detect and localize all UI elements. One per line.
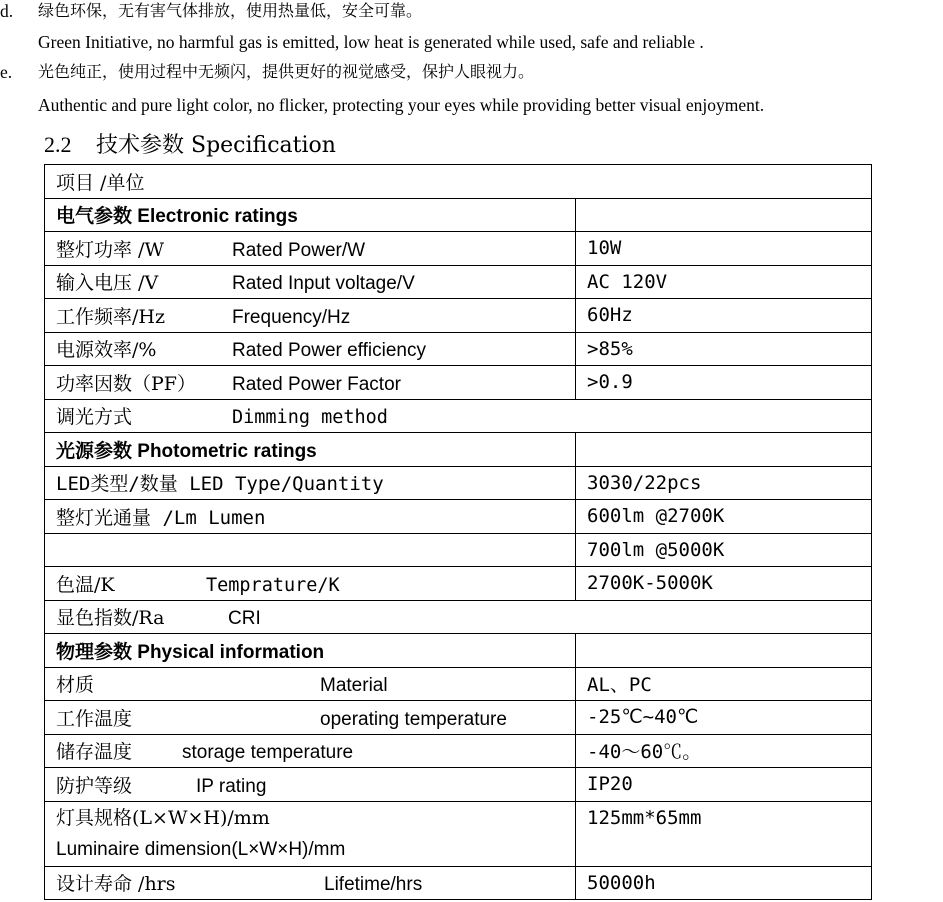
table-header-cell: 项目 /单位 bbox=[45, 165, 872, 199]
table-cell-empty bbox=[576, 634, 872, 668]
section-number: 2.2 bbox=[44, 132, 72, 157]
param-zh: 工作温度 bbox=[56, 707, 133, 730]
param-zh: 材质 bbox=[56, 674, 95, 697]
table-row bbox=[45, 198, 872, 232]
param-zh: 电源效率/% bbox=[56, 339, 157, 362]
table-row bbox=[45, 701, 872, 735]
param-label-cell bbox=[45, 332, 576, 366]
param-en: CRI bbox=[228, 608, 261, 630]
table-row bbox=[45, 399, 872, 433]
table-row bbox=[45, 768, 872, 802]
param-en: Rated Power Factor bbox=[232, 373, 401, 395]
param-value: 700lm @5000K bbox=[576, 533, 872, 567]
param-en: Rated Power efficiency bbox=[232, 340, 426, 362]
param-en: Temprature/K bbox=[206, 574, 340, 596]
bullet-text-zh: 绿色环保，无有害气体排放，使用热量低，安全可靠。 bbox=[38, 1, 423, 20]
param-zh: 整灯功率 /W bbox=[56, 238, 164, 261]
table-row bbox=[45, 866, 872, 900]
param-value: 3030/22pcs bbox=[576, 466, 872, 500]
table-row bbox=[45, 533, 872, 567]
section-title: 技术参数 Specification bbox=[96, 133, 336, 158]
bullet-text-en: Authentic and pure light color, no flicker, protecting your eyes while providing better visual enjoyment. bbox=[38, 95, 765, 115]
param-en: Luminaire dimension(L×W×H)/mm bbox=[56, 838, 346, 860]
table-row bbox=[45, 299, 872, 333]
param-value: 125mm*65mm bbox=[576, 801, 872, 866]
param-value: AL、PC bbox=[576, 667, 872, 701]
table-row bbox=[45, 466, 872, 500]
param-label: 整灯光通量 /Lm Lumen bbox=[45, 500, 576, 534]
param-zh: 灯具规格(L×W×H)/mm bbox=[56, 806, 270, 829]
table-row bbox=[45, 500, 872, 534]
param-en: Dimming method bbox=[232, 407, 388, 429]
param-value: 10W bbox=[576, 232, 872, 266]
table-row bbox=[45, 634, 872, 668]
param-label-cell bbox=[45, 801, 576, 866]
param-label-cell bbox=[45, 366, 576, 400]
param-en: storage temperature bbox=[182, 742, 354, 764]
table-row bbox=[45, 232, 872, 266]
param-value: 2700K-5000K bbox=[576, 567, 872, 601]
section-title-electronic: 电气参数 Electronic ratings bbox=[45, 198, 576, 232]
param-label-cell bbox=[45, 567, 576, 601]
param-en: operating temperature bbox=[320, 708, 507, 730]
table-row bbox=[45, 332, 872, 366]
param-value: IP20 bbox=[576, 768, 872, 802]
section-title-photometric: 光源参数 Photometric ratings bbox=[45, 433, 576, 467]
param-en: Frequency/Hz bbox=[232, 306, 351, 328]
param-en: Rated Input voltage/V bbox=[232, 273, 415, 295]
bullet-text-en: Green Initiative, no harmful gas is emitted, low heat is generated while used, safe and reliable . bbox=[38, 32, 704, 52]
param-zh: 防护等级 bbox=[56, 774, 133, 797]
table-row bbox=[45, 600, 872, 634]
table-row bbox=[45, 366, 872, 400]
section-title-physical: 物理参数 Physical information bbox=[45, 634, 576, 668]
param-value: AC 120V bbox=[576, 265, 872, 299]
param-zh: 输入电压 /V bbox=[56, 272, 159, 295]
param-value: >85% bbox=[576, 332, 872, 366]
param-value: 600lm @2700K bbox=[576, 500, 872, 534]
param-en: Lifetime/hrs bbox=[324, 874, 423, 896]
param-value: -40～60℃。 bbox=[576, 734, 872, 768]
table-row bbox=[45, 165, 872, 199]
param-en: Rated Power/W bbox=[232, 239, 366, 261]
param-zh: 色温/K bbox=[56, 573, 115, 596]
param-zh: 功率因数（PF） bbox=[56, 372, 196, 395]
table-row bbox=[45, 433, 872, 467]
param-label-cell bbox=[45, 701, 576, 735]
param-label-cell bbox=[45, 600, 872, 634]
param-value: 60Hz bbox=[576, 299, 872, 333]
spec-table bbox=[44, 164, 872, 900]
table-cell-empty bbox=[45, 533, 576, 567]
table-row bbox=[45, 567, 872, 601]
param-value: >0.9 bbox=[576, 366, 872, 400]
table-cell-empty bbox=[576, 433, 872, 467]
param-label-cell bbox=[45, 265, 576, 299]
table-cell-empty bbox=[576, 198, 872, 232]
param-zh: 设计寿命 /hrs bbox=[56, 873, 176, 896]
param-en: IP rating bbox=[196, 775, 267, 797]
param-value: 50000h bbox=[576, 866, 872, 900]
param-zh: 工作频率/Hz bbox=[56, 305, 165, 328]
table-row bbox=[45, 667, 872, 701]
bullet-letter: d. bbox=[0, 1, 14, 21]
param-zh: 调光方式 bbox=[56, 406, 133, 429]
bullet-letter: e. bbox=[0, 62, 13, 82]
param-label-cell bbox=[45, 734, 576, 768]
table-row bbox=[45, 801, 872, 866]
param-label-cell bbox=[45, 232, 576, 266]
table-row bbox=[45, 734, 872, 768]
section-heading bbox=[44, 130, 336, 161]
param-label: LED类型/数量 LED Type/Quantity bbox=[45, 466, 576, 500]
param-en: Material bbox=[320, 675, 388, 697]
param-label-cell bbox=[45, 299, 576, 333]
param-label-cell bbox=[45, 866, 576, 900]
param-zh: 储存温度 bbox=[56, 741, 133, 764]
param-label-cell bbox=[45, 667, 576, 701]
param-label-cell bbox=[45, 768, 576, 802]
bullet-text-zh: 光色纯正，使用过程中无频闪，提供更好的视觉感受，保护人眼视力。 bbox=[38, 62, 535, 81]
param-label-cell bbox=[45, 399, 872, 433]
param-value: -25℃~40℃ bbox=[576, 701, 872, 735]
param-zh: 显色指数/Ra bbox=[56, 607, 165, 630]
table-row bbox=[45, 265, 872, 299]
